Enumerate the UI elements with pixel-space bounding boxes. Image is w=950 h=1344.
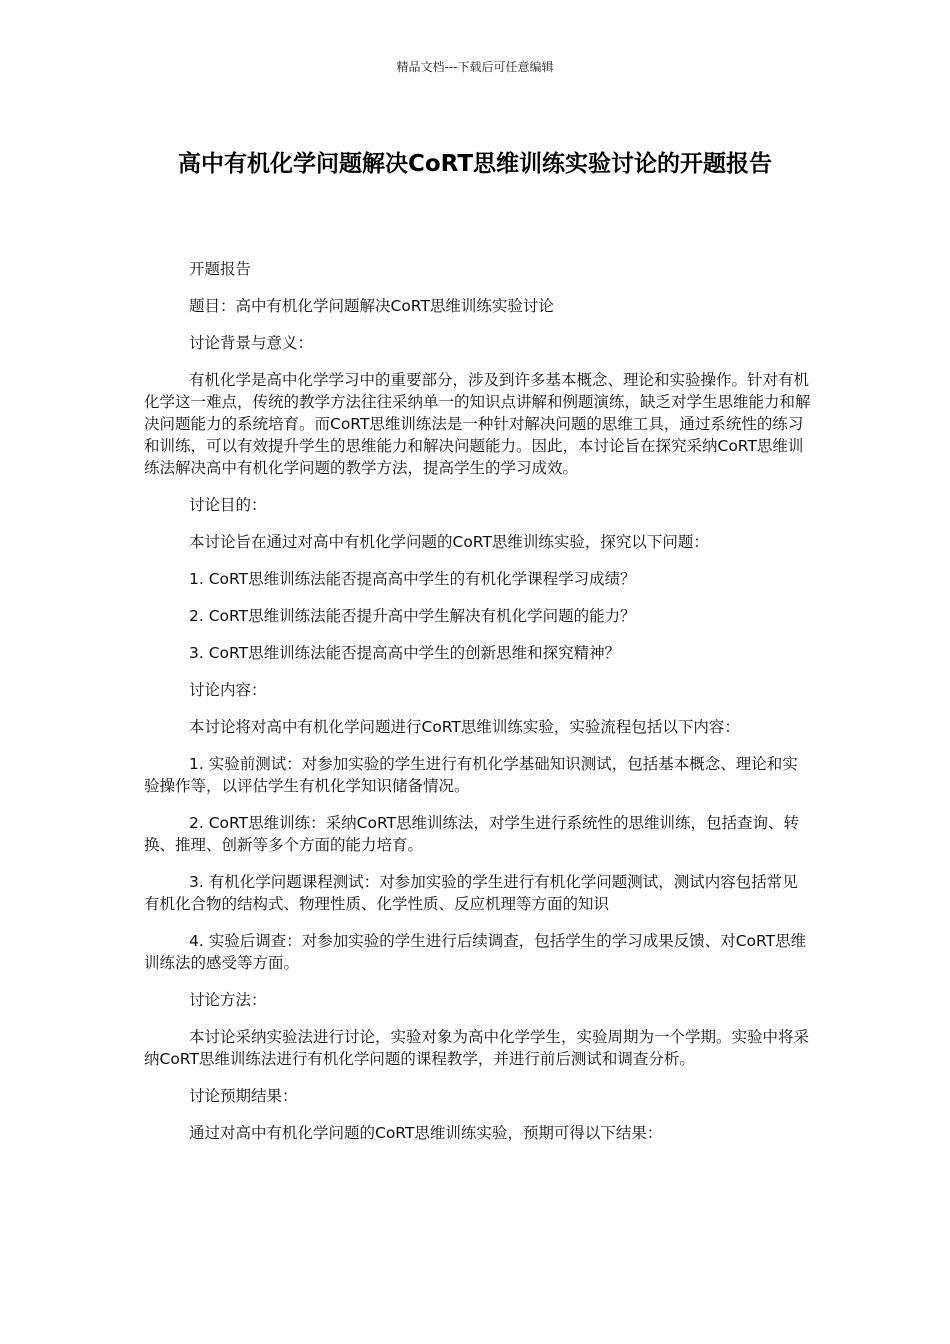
paragraph-topic: 题目：高中有机化学问题解决CoRT思维训练实验讨论 bbox=[189, 297, 554, 315]
heading-expected-results: 讨论预期结果： bbox=[189, 1087, 298, 1105]
document-body bbox=[144, 258, 812, 1159]
document-title: 高中有机化学问题解决CoRT思维训练实验讨论的开题报告 bbox=[177, 151, 773, 177]
paragraph-purpose-intro: 本讨论旨在通过对高中有机化学问题的CoRT思维训练实验，探究以下问题： bbox=[189, 533, 709, 551]
heading-content: 讨论内容： bbox=[189, 681, 267, 699]
heading-method: 讨论方法： bbox=[189, 991, 267, 1009]
list-item-content-2: 2. CoRT思维训练：采纳CoRT思维训练法，对学生进行系统性的思维训练，包括查询、转换、推理、创新等多个方面的能力培育。 bbox=[144, 814, 800, 854]
page-header: 精品文档---下载后可任意编辑 bbox=[396, 60, 554, 74]
list-item-question-1: 1. CoRT思维训练法能否提高高中学生的有机化学课程学习成绩？ bbox=[189, 570, 636, 588]
list-item-content-1: 1. 实验前测试：对参加实验的学生进行有机化学基础知识测试，包括基本概念、理论和实验操作等，以评估学生有机化学知识储备情况。 bbox=[144, 755, 798, 795]
list-item-content-4: 4. 实验后调查：对参加实验的学生进行后续调查，包括学生的学习成果反馈、对CoRT思维训练法的感受等方面。 bbox=[144, 932, 807, 972]
paragraph-report-label: 开题报告 bbox=[189, 260, 252, 278]
list-item-question-3: 3. CoRT思维训练法能否提高高中学生的创新思维和探究精神？ bbox=[189, 644, 621, 662]
heading-background: 讨论背景与意义： bbox=[189, 334, 314, 352]
list-item-content-3: 3. 有机化学问题课程测试：对参加实验的学生进行有机化学问题测试，测试内容包括常见有机化合物的结构式、物理性质、化学性质、反应机理等方面的知识 bbox=[144, 873, 798, 913]
paragraph-method: 本讨论采纳实验法进行讨论，实验对象为高中化学学生，实验周期为一个学期。实验中将采纳CoRT思维训练法进行有机化学问题的课程教学，并进行前后测试和调查分析。 bbox=[144, 1028, 810, 1068]
paragraph-content-intro: 本讨论将对高中有机化学问题进行CoRT思维训练实验，实验流程包括以下内容： bbox=[189, 718, 740, 736]
paragraph-expected-results: 通过对高中有机化学问题的CoRT思维训练实验，预期可得以下结果： bbox=[189, 1124, 663, 1142]
paragraph-background: 有机化学是高中化学学习中的重要部分，涉及到许多基本概念、理论和实验操作。针对有机化学这一难点，传统的教学方法往往采纳单一的知识点讲解和例题演练，缺乏对学生思维能力和解决问题能力的系统培育。而CoRT思维训练法是一种针对解决问题的思维工具，通过系统性的练习和训练，可以有效提升学生的思维能力和解决问题能力。因此，本讨论旨在探究采纳CoRT思维训练法解决高中有机化学问题的教学方法，提高学生的学习成效。 bbox=[144, 371, 811, 477]
list-item-question-2: 2. CoRT思维训练法能否提升高中学生解决有机化学问题的能力？ bbox=[189, 607, 636, 625]
heading-purpose: 讨论目的： bbox=[189, 496, 267, 514]
